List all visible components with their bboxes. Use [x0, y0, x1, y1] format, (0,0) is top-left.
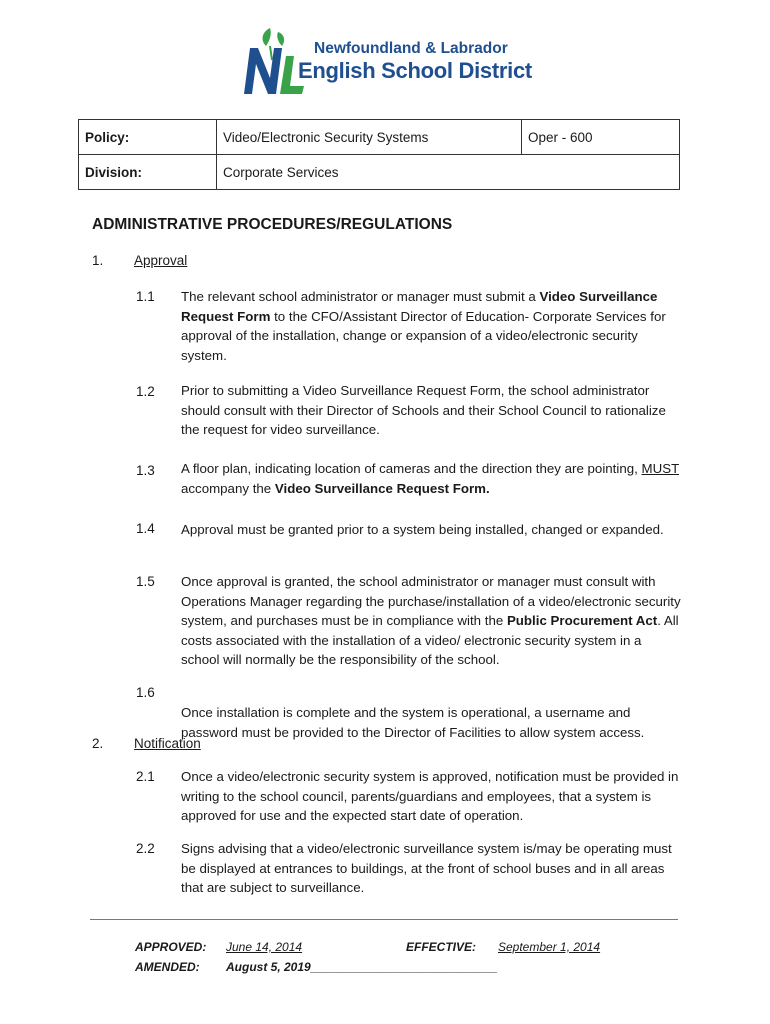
item-text: Once a video/electronic security system is approved, notification must be provided in writing to the school council, parents/guardians and employees, that a system is approved for use and the expected start date of operation. — [181, 769, 679, 823]
policy-label: Policy: — [79, 120, 217, 155]
item-text-part: to the CFO/Assistant Director of Education- Corporate Services for approval of the installation, change or expansion of a video/electronic security system. — [181, 308, 666, 363]
approved-date: June 14, 2014 — [226, 940, 303, 954]
item-text-part: Once approval is granted, the school administrator or manager must consult with Operations Manager regarding the purchase/installation of a video/electronic security system, and purchases must be in compliance with the — [181, 574, 681, 628]
division-value: Corporate Services — [217, 155, 680, 190]
item-number: 1.5 — [136, 574, 155, 589]
section-title-approval: Approval — [134, 253, 188, 268]
form-name: Video Surveillance Request Form. — [274, 480, 490, 496]
approved-label: APPROVED: — [135, 940, 207, 954]
effective-label: EFFECTIVE: — [406, 940, 477, 954]
item-text — [181, 287, 681, 365]
item-text-part: A floor plan, indicating location of cameras and the direction they are pointing, — [181, 461, 642, 476]
section-number: 1. — [92, 253, 104, 268]
item-text-part: . All costs associated with the installation of a video/ electronic security system in a school will normally be the responsibility of the school. — [181, 613, 679, 667]
item-text-part: The relevant school administrator or manager must submit a — [181, 289, 540, 304]
policy-value: Video/Electronic Security Systems — [217, 120, 522, 155]
division-row — [79, 155, 680, 190]
page-heading: ADMINISTRATIVE PROCEDURES/REGULATIONS — [92, 216, 453, 233]
item-text-part: accompany the — [181, 480, 275, 496]
item-number: 1.4 — [136, 521, 155, 536]
division-label: Division: — [79, 155, 217, 190]
policy-table — [78, 119, 680, 190]
item-number: 1.2 — [136, 384, 155, 399]
item-number: 1.3 — [136, 463, 155, 478]
section-title-notification: Notification — [134, 736, 201, 751]
district-logo — [240, 26, 540, 98]
item-number: 1.6 — [136, 685, 155, 700]
policy-code: Oper - 600 — [522, 120, 680, 155]
form-name: Video Surveillance Request Form — [181, 289, 658, 324]
item-number: 2.1 — [136, 769, 155, 784]
item-text — [181, 459, 681, 498]
item-number: 2.2 — [136, 841, 155, 856]
effective-date: September 1, 2014 — [498, 940, 601, 954]
item-number: 1.1 — [136, 289, 155, 304]
logo-line1: Newfoundland & Labrador — [314, 40, 508, 57]
amended-date: August 5, 2019____________________________ — [226, 960, 498, 974]
act-name: Public Procurement Act — [506, 613, 658, 628]
item-text: Signs advising that a video/electronic surveillance system is/may be operating must be displayed at entrances to buildings, at the front of school buses and in all areas that are subject to surveillance. — [181, 841, 672, 895]
item-text: Prior to submitting a Video Surveillance Request Form, the school administrator should consult with their Director of Schools and their School Council to rationalize the request for video surveillance. — [181, 383, 666, 437]
item-text: Approval must be granted prior to a system being installed, changed or expanded. — [181, 522, 664, 537]
footer-divider — [90, 919, 678, 920]
logo-line2: English School District — [298, 58, 532, 83]
must-emphasis: MUST — [641, 461, 679, 476]
item-text — [181, 572, 681, 670]
policy-row — [79, 120, 680, 155]
item-text: Once installation is complete and the system is operational, a username and password must be provided to the Director of Facilities to allow system access. — [181, 705, 645, 740]
amended-label: AMENDED: — [135, 960, 200, 974]
section-number: 2. — [92, 736, 104, 751]
